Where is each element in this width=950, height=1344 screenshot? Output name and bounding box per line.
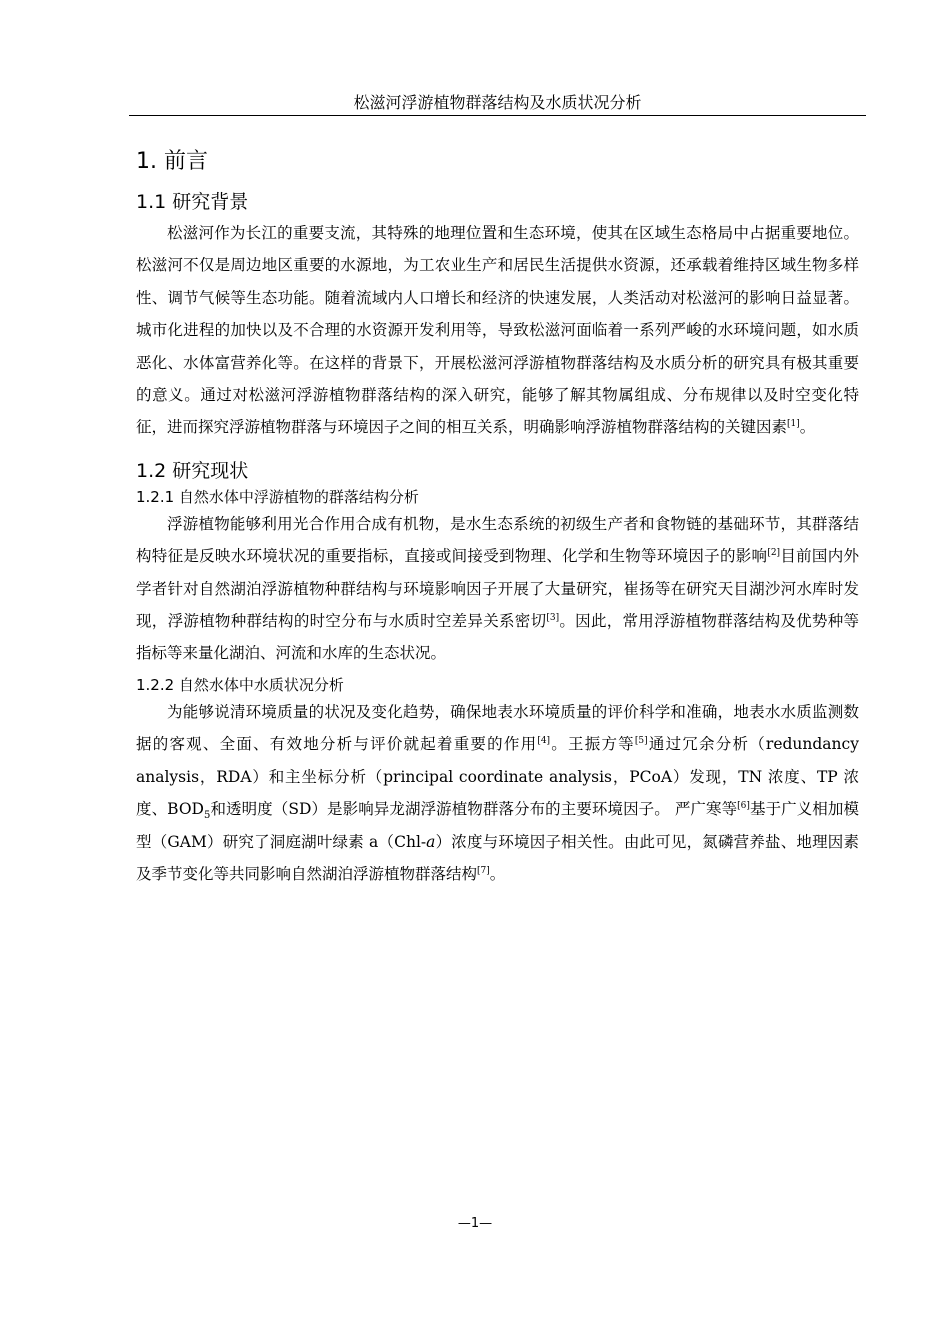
paragraph-text: 。因此，常用浮游植物群落结构及优势种等指标等来量化湖泊、河流和水库的生态状况。 <box>136 612 859 663</box>
section-heading-1-1: 1.1 研究背景 <box>136 191 249 213</box>
section-heading-1-2-1: 1.2.1 自然水体中浮游植物的群落结构分析 <box>136 487 419 506</box>
subscript: 5 <box>203 810 211 822</box>
paragraph-text: 浮游植物能够利用光合作用合成有机物，是水生态系统的初级生产者和食物链的基础环节，其群落结构特征是反映水环境状况的重要指标，直接或间接受到物理、化学和生物等环境因子的影响 <box>136 514 859 566</box>
paragraph-text: 。 <box>799 418 816 437</box>
paragraph-text: 松滋河作为长江的重要支流，其特殊的地理位置和生态环境，使其在区域生态格局中占据重要地位。松滋河不仅是周边地区重要的水源地，为工农业生产和居民生活提供水资源，还承载着维持区域生物多样性、调节气候等生态功能。随着流域内人口增长和经济的快速发展，人类活动对松滋河的影响日益显著。城市化进程的加快以及不合理的水资源开发利用等，导致松滋河面临着一系列严峻的水环境问题，如水质恶化、水体富营养化等。在这样的背景下，开展松滋河浮游植物群落结构及水质分析的研究具有极其重要的意义。通过对松滋河浮游植物群落结构的深入研究，能够了解其物属组成、分布规律以及时空变化特征，进而探究浮游植物群落与环境因子之间的相互关系，明确影响浮游植物群落结构的关键因素 <box>136 224 859 437</box>
paragraph-text: 目前国内外学者针对自然湖泊浮游植物种群结构与环境影响因子开展了大量研究，崔扬等在研究天目湖沙河水库时发现，浮游植物种群结构的时空分布与水质时空差异关系密切 <box>136 547 859 631</box>
document-body <box>136 135 859 890</box>
citation-ref: [4] <box>537 736 551 747</box>
paragraph-water-quality <box>136 696 859 890</box>
paragraph-phytoplankton-structure <box>136 508 859 670</box>
paragraph-text: 基于广义相加模型（GAM）研究了洞庭湖叶绿素 a（Chl- <box>136 800 859 851</box>
paragraph-text: 。 <box>489 864 506 883</box>
paragraph-research-background <box>136 217 859 444</box>
paragraph-text: ）浓度与环境因子相关性。由此可见，氮磷营养盐、地理因素及季节变化等共同影响自然湖泊浮游植物群落结构 <box>136 832 859 883</box>
section-heading-1: 1. 前言 <box>136 149 208 174</box>
citation-ref: [7] <box>477 865 490 876</box>
paragraph-text: 通过冗余分析（redundancy analysis，RDA）和主坐标分析（principal coordinate analysis，PCoA）发现，TN 浓度、TP 浓度、BOD <box>136 735 859 819</box>
paragraph-text: 。王振方等 <box>550 735 635 754</box>
citation-ref: [2] <box>767 548 781 559</box>
citation-ref: [1] <box>787 419 800 430</box>
section-heading-1-2: 1.2 研究现状 <box>136 459 249 482</box>
citation-ref: [3] <box>546 612 560 623</box>
page-header: 松滋河浮游植物群落结构及水质状况分析 <box>129 92 866 116</box>
citation-ref: [5] <box>634 736 648 747</box>
section-heading-1-2-2: 1.2.2 自然水体中水质状况分析 <box>136 675 344 694</box>
italic-symbol: a <box>426 832 436 851</box>
paragraph-text: 为能够说清环境质量的状况及变化趋势，确保地表水环境质量的评价科学和准确，地表水水质监测数据的客观、全面、有效地分析与评价就起着重要的作用 <box>136 702 859 754</box>
page-number: —1— <box>457 1216 493 1231</box>
citation-ref: [6] <box>737 800 750 811</box>
paragraph-text: 和透明度（SD）是影响异龙湖浮游植物群落分布的主要环境因子。 严广寒等 <box>210 800 738 819</box>
